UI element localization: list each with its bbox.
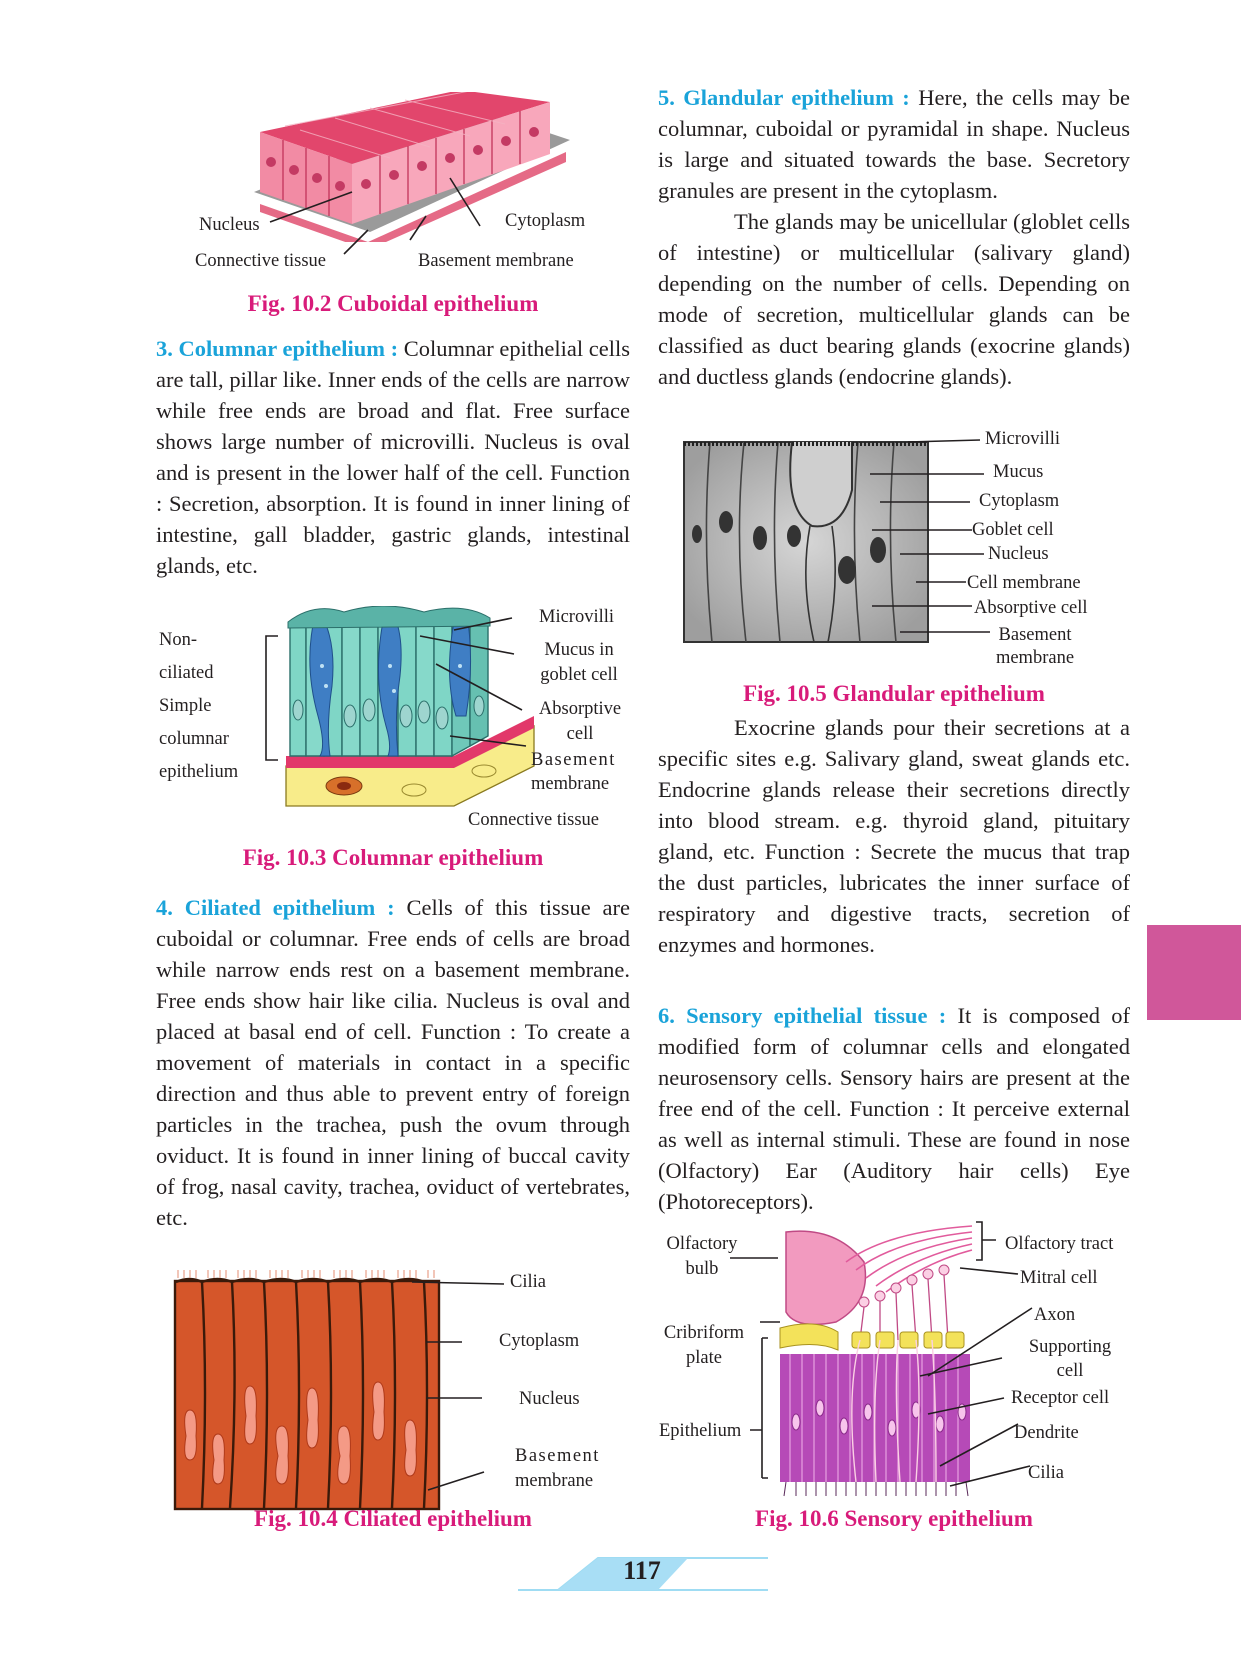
sensory-label-epithelium: Epithelium xyxy=(659,1421,742,1441)
chapter-side-tab xyxy=(1147,925,1241,1020)
glandular-label-microvilli: Microvilli xyxy=(985,429,1061,449)
cuboidal-label-nucleus: Nucleus xyxy=(199,215,260,235)
sensory-label-cilia: Cilia xyxy=(1028,1463,1064,1483)
sensory-label-cribriform-2: plate xyxy=(686,1348,722,1368)
sensory-label-mitral: Mitral cell xyxy=(1020,1268,1098,1288)
ciliated-text: Cells of this tissue are cuboidal or columnar. Free ends of cells are broad while narrow ends rest on a basement membrane. Free ends show hair like cilia. Nucleus is oval and placed at basal end of cell. Function : To create a movement of materials in contact in a specific direction and thus able to prevent entry of foreign particles in the trachea, push the ovum through oviduct. It is found in inner lining of buccal cavity of frog, nasal cavity, trachea, oviduct of vertebrates, etc. xyxy=(156,895,630,1230)
columnar-label-basement-2: membrane xyxy=(531,774,610,794)
columnar-label-mucus-2: goblet cell xyxy=(540,665,618,685)
columnar-side-label-4: columnar xyxy=(159,729,229,749)
sensory-label-olf-bulb-2: bulb xyxy=(685,1259,719,1279)
columnar-side-label-5: epithelium xyxy=(159,762,239,782)
columnar-label-microvilli: Microvilli xyxy=(539,607,615,627)
sensory-label-cribriform-1: Cribriform xyxy=(663,1323,745,1343)
columnar-text: Columnar epithelial cells are tall, pillar like. Inner ends of the cells are narrow while free ends are broad and flat. Free surface shows large number of microvilli. Nucleus is oval and is present in the lower half of the cell. Function : Secretion, absorption. It is found in inner lining of intestine, gall bladder, gastric glands, intestinal glands, etc. xyxy=(156,336,630,578)
glandular-label-nucleus: Nucleus xyxy=(988,544,1049,564)
columnar-bracket xyxy=(262,634,282,764)
sensory-leader-lines xyxy=(720,1218,1040,1508)
sensory-label-dendrite: Dendrite xyxy=(1014,1423,1079,1443)
sensory-text: It is composed of modified form of columnar cells and elongated neurosensory cells. Sensory hairs are present at the free end of the cell. Function : It perceive external as well as internal stimuli. These are found in nose (Olfactory) Ear (Auditory hair cells) Eye (Photoreceptors). xyxy=(658,1003,1130,1214)
columnar-side-label-2: ciliated xyxy=(159,663,214,683)
sensory-label-receptor: Receptor cell xyxy=(1011,1388,1110,1408)
ciliated-label-cilia: Cilia xyxy=(510,1272,546,1292)
columnar-label-basement-1: Basement xyxy=(531,750,616,770)
ciliated-label-nucleus: Nucleus xyxy=(519,1389,580,1409)
glandular-label-cytoplasm: Cytoplasm xyxy=(979,491,1060,511)
cuboidal-label-connective: Connective tissue xyxy=(195,251,327,271)
fig-10-2-caption: Fig. 10.2 Cuboidal epithelium xyxy=(247,291,539,316)
glandular-epithelium-paragraph xyxy=(658,82,1130,206)
ciliated-label-cytoplasm: Cytoplasm xyxy=(499,1331,580,1351)
ciliated-label-basement-1: Basement xyxy=(515,1446,600,1466)
sensory-label-supporting-1: Supporting xyxy=(1028,1337,1112,1357)
columnar-epithelium-paragraph xyxy=(156,333,630,581)
ciliated-leader-lines xyxy=(400,1270,510,1510)
ciliated-heading: 4. Ciliated epithelium : xyxy=(156,895,395,920)
glandular-heading: 5. Glandular epithelium : xyxy=(658,85,910,110)
columnar-heading: 3. Columnar epithelium : xyxy=(156,336,399,361)
sensory-label-olf-bulb-1: Olfactory xyxy=(666,1234,738,1254)
ciliated-label-basement-2: membrane xyxy=(515,1471,594,1491)
columnar-label-absorptive-1: Absorptive xyxy=(538,699,622,719)
cuboidal-label-cytoplasm: Cytoplasm xyxy=(505,211,586,231)
exocrine-paragraph: Exocrine glands pour their secretions at a specific sites e.g. Salivary gland, sweat glands etc. Endocrine glands release their secretions directly into blood stream. e.g. thyroid gland, pituitary gland, etc. Function : Secrete the mucus that trap the dust particles, lubricates the inner surface of respiratory and digestive tracts, secretion of enzymes and hormones. xyxy=(658,715,1130,957)
glandular-label-cell-membrane: Cell membrane xyxy=(967,573,1081,593)
fig-10-6-caption: Fig. 10.6 Sensory epithelium xyxy=(755,1506,1033,1531)
glandular-label-absorptive: Absorptive cell xyxy=(974,598,1088,618)
columnar-label-connective: Connective tissue xyxy=(468,810,600,830)
glandular-label-basement-1: Basement xyxy=(998,625,1072,645)
fig-10-4-caption: Fig. 10.4 Ciliated epithelium xyxy=(254,1506,532,1531)
sensory-epithelium-paragraph xyxy=(658,1000,1130,1217)
ciliated-epithelium-paragraph xyxy=(156,892,630,1233)
page-number: 117 xyxy=(623,1556,661,1585)
sensory-label-supporting-2: cell xyxy=(1056,1361,1084,1381)
sensory-heading: 6. Sensory epithelial tissue : xyxy=(658,1003,947,1028)
fig-10-5-caption: Fig. 10.5 Glandular epithelium xyxy=(743,681,1045,706)
glands-paragraph: The glands may be unicellular (globlet cells of intestine) or multicellular (salivary gland) depending on the number of cells. Depending on mode of secretion, multicellular glands can be classified as duct bearing glands (exocrine glands) and ductless glands (endocrine glands). xyxy=(658,209,1130,389)
glandular-text: Here, the cells may be columnar, cuboidal or pyramidal in shape. Nucleus is large and situated towards the base. Secretory granules are present in the cytoplasm. xyxy=(658,85,1130,203)
sensory-label-olf-tract: Olfactory tract xyxy=(1005,1234,1114,1254)
columnar-label-absorptive-2: cell xyxy=(566,724,594,744)
columnar-side-label-1: Non- xyxy=(159,630,198,650)
columnar-side-label-3: Simple xyxy=(159,696,212,716)
glandular-leader-lines xyxy=(860,430,990,640)
glandular-label-goblet: Goblet cell xyxy=(972,520,1054,540)
columnar-label-mucus-1: Mucus in xyxy=(544,640,614,660)
cuboidal-label-basement: Basement membrane xyxy=(418,251,574,271)
fig-10-3-caption: Fig. 10.3 Columnar epithelium xyxy=(242,845,544,870)
glandular-label-mucus: Mucus xyxy=(993,462,1044,482)
columnar-leader-lines xyxy=(390,600,540,800)
glandular-label-basement-2: membrane xyxy=(995,648,1075,668)
sensory-label-axon: Axon xyxy=(1034,1305,1076,1325)
